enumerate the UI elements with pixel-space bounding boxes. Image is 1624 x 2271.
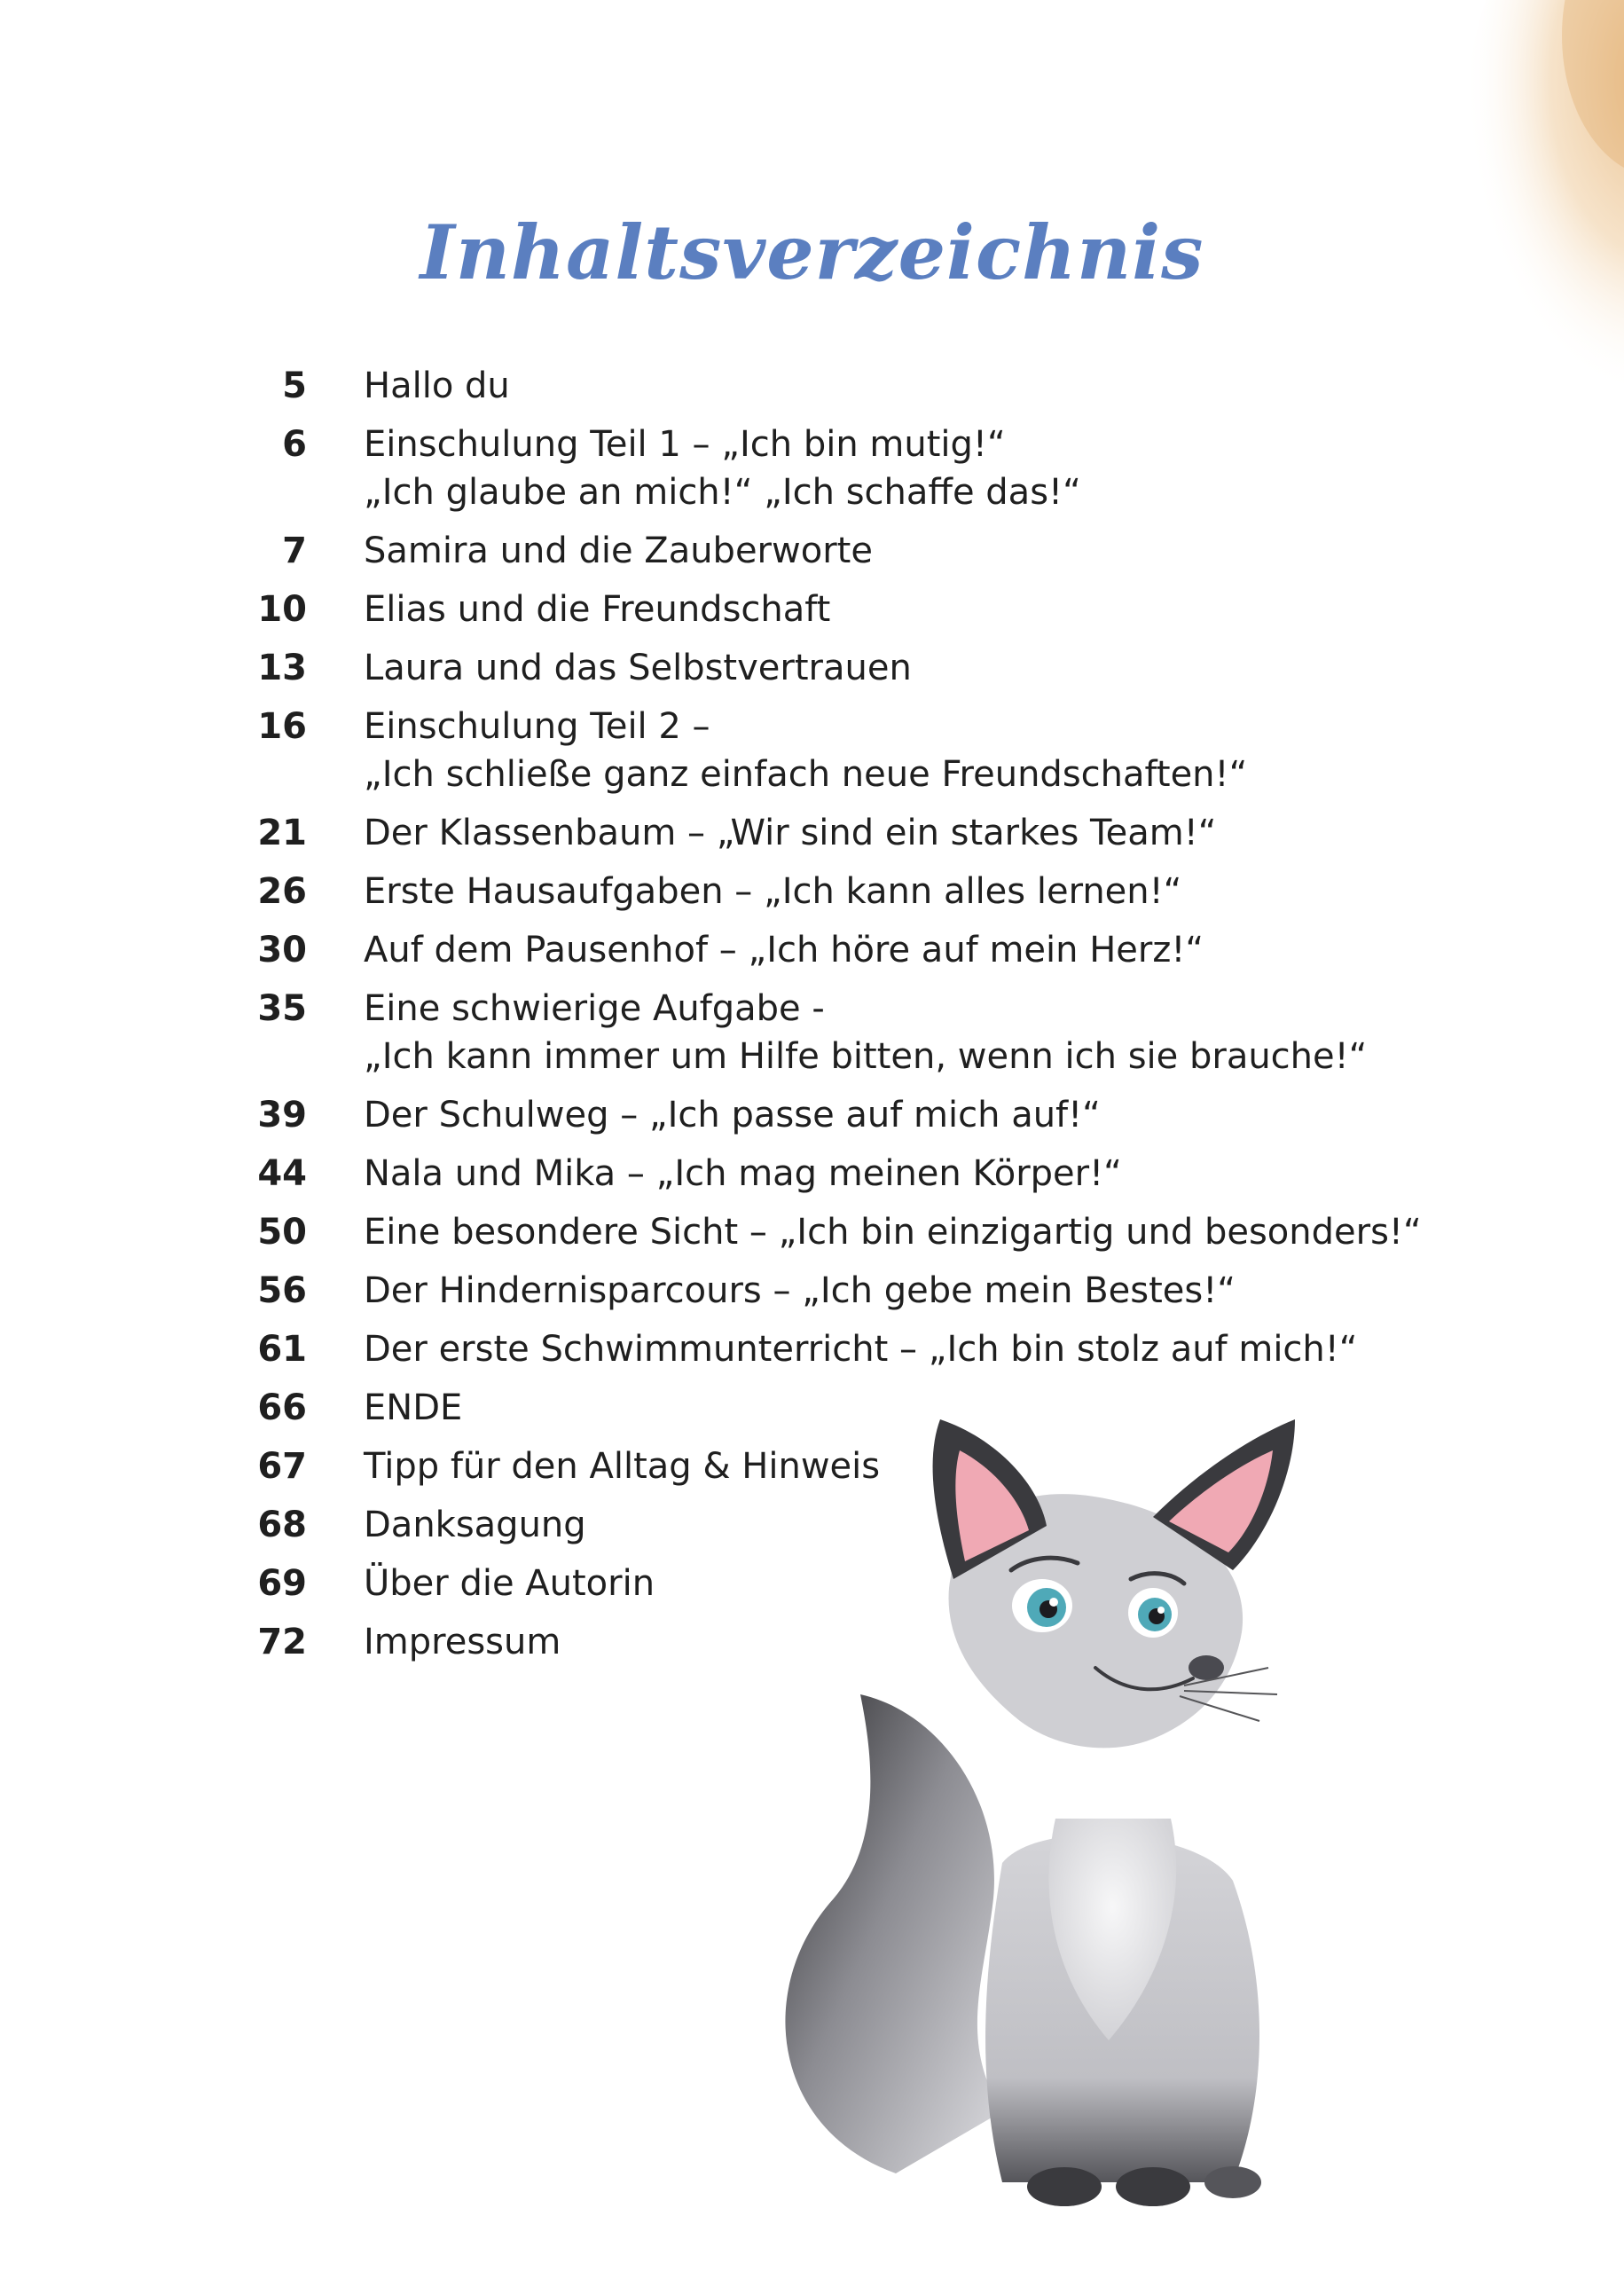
toc-page-number: 66 [257, 1387, 307, 1428]
toc-page-number: 67 [257, 1446, 307, 1487]
toc-entry-title [364, 926, 1517, 974]
toc-entry-line: Der Hindernisparcours – „Ich gebe mein Bestes!“ [364, 1270, 1236, 1311]
toc-entry-line: Danksagung [364, 1505, 586, 1545]
toc-entry-title [364, 809, 1517, 857]
toc-entry-line: Eine besondere Sicht – „Ich bin einzigartig und besonders!“ [364, 1212, 1422, 1253]
toc-entry-title [364, 527, 1517, 575]
toc-page-number: 26 [257, 871, 307, 912]
page-title: Inhaltsverzeichnis [420, 208, 1204, 296]
toc-entry-line: Laura und das Selbstvertrauen [364, 648, 912, 688]
toc-entry-title [364, 985, 1517, 1080]
toc-entry-line: Einschulung Teil 1 – „Ich bin mutig!“ [364, 424, 1006, 465]
toc-entry-line: „Ich schließe ganz einfach neue Freundschaften!“ [364, 754, 1248, 795]
fox-icon [736, 1402, 1428, 2244]
toc-entry-line: Tipp für den Alltag & Hinweis [364, 1446, 881, 1487]
toc-entry-title [364, 1325, 1517, 1373]
toc-entry-line: Der Klassenbaum – „Wir sind ein starkes Team!“ [364, 813, 1217, 853]
toc-page-number: 21 [257, 813, 307, 853]
toc-entry-title [364, 585, 1517, 633]
toc-page-number: 6 [282, 424, 307, 465]
toc-page-number: 56 [257, 1270, 307, 1311]
toc-entry-line: Elias und die Freundschaft [364, 589, 831, 630]
toc-entry-title [364, 868, 1517, 915]
toc-entry-line: Auf dem Pausenhof – „Ich höre auf mein Herz!“ [364, 930, 1204, 970]
toc-entry-title [364, 1267, 1517, 1315]
toc-page-number: 39 [257, 1095, 307, 1136]
toc-entry-title [364, 1150, 1517, 1198]
toc-page-number: 16 [257, 706, 307, 747]
toc-entry-line: „Ich glaube an mich!“ „Ich schaffe das!“ [364, 472, 1081, 513]
toc-entry-line: Hallo du [364, 365, 510, 406]
toc-entry-line: Der erste Schwimmunterricht – „Ich bin stolz auf mich!“ [364, 1329, 1358, 1370]
toc-page-number: 61 [257, 1329, 307, 1370]
toc-page-number: 7 [282, 530, 307, 571]
toc-page-number: 10 [257, 589, 307, 630]
toc-entry-line: Samira und die Zauberworte [364, 530, 873, 571]
toc-page-number: 35 [257, 988, 307, 1029]
toc-entry-line: ENDE [364, 1387, 463, 1428]
toc-entry-line: Über die Autorin [364, 1563, 655, 1604]
toc-page-number: 72 [257, 1622, 307, 1662]
toc-page-number: 44 [257, 1153, 307, 1194]
toc-page-number: 5 [282, 365, 307, 406]
toc-entry-line: Der Schulweg – „Ich passe auf mich auf!“ [364, 1095, 1101, 1136]
toc-entry-line: Einschulung Teil 2 – [364, 706, 710, 747]
toc-page-number: 30 [257, 930, 307, 970]
toc-entry-title [364, 703, 1517, 798]
toc-entry-title [364, 644, 1517, 692]
toc-entry-line: Erste Hausaufgaben – „Ich kann alles lernen!“ [364, 871, 1182, 912]
toc-entry-line: Eine schwierige Aufgabe - [364, 988, 825, 1029]
toc-page-number: 69 [257, 1563, 307, 1604]
toc-entry-line: Nala und Mika – „Ich mag meinen Körper!“ [364, 1153, 1122, 1194]
toc-entry-title [364, 1208, 1517, 1256]
toc-entry-line: „Ich kann immer um Hilfe bitten, wenn ich sie brauche!“ [364, 1036, 1368, 1077]
toc-entry-title [364, 362, 1517, 410]
toc-page-number: 68 [257, 1505, 307, 1545]
toc-page-number: 50 [257, 1212, 307, 1253]
toc-page-number: 13 [257, 648, 307, 688]
toc-entry-line: Impressum [364, 1622, 561, 1662]
toc-entry-title [364, 1091, 1517, 1139]
toc-entry-title [364, 420, 1517, 516]
